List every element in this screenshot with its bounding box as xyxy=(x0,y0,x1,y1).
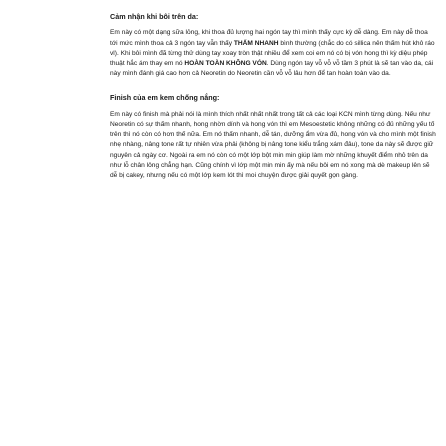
bold-text-run: THẤM NHANH xyxy=(233,39,279,47)
section-heading-feel: Cảm nhận khi bôi trên da: xyxy=(110,12,199,21)
paragraph-feel xyxy=(110,28,436,79)
section-heading-finish: Finish của em kem chống nắng: xyxy=(110,93,220,103)
text-run: bình thường (chắc do có sillica nên thấm hút khô ráo vl). Khi bôi mình đã từng thử dùng tay xoay tròn thật nhiều để xem coi em nó có bị vón hong thì kỳ diệu phép thuật hắc ám thay em nó xyxy=(110,39,435,68)
text-run: Em này có một dạng sữa lỏng, khi thoa đủ lượng hai ngón tay thì mình thấy cực kỳ dễ dàng. Em này dễ thoa tới mức mình thoa cả 3 ngón tay vẫn thấy xyxy=(110,29,428,47)
paragraph-finish: Em này có finish mà phải nói là mình thích nhất nhất nhất trong tất cả các loại KCN mình từng dùng. Nếu như Neoretin có sự thấm nhanh, hong nhờn dính và hong vón thì em Mesoestetic không những có đủ những yếu tố trên thì nó còn có hơn thế nữa. Em nó thấm nhanh, dễ tán, dưỡng ẩm vừa đủ, hong vón và cho mình một finish nhẹ nhàng, nâng tone rất tự nhiên vừa phải (không bị nâng tone kiểu trắng xám đâu), tone da này sẽ được giữ nguyên cả ngày cơ. Ngoài ra em nó còn có một lớp bột min min giúp làm mờ những khuyết điểm nhỏ trên da như lỗ chân lông chẳng hạn. Cũng chính vì lớp một min min ấy mà nếu bôi em nó xong mà dè makeup lên sẽ dễ bị cakey, nhưng nếu có một lớp kem lót thì moi chuyện được giải quyết gọn gàng. xyxy=(110,110,436,180)
bold-text-run: HOÀN TOÀN KHÔNG VÓN xyxy=(184,60,267,68)
text-run: . Dùng ngón tay vỗ vỗ vỗ tầm 3 phút là sẽ tan vào da, cái này mình đánh giá cao hơn cả Neoretin do Neoretin cần vỗ vỗ lâu hơn để tan hoàn toàn vào da. xyxy=(110,60,434,78)
spacer xyxy=(110,79,436,93)
